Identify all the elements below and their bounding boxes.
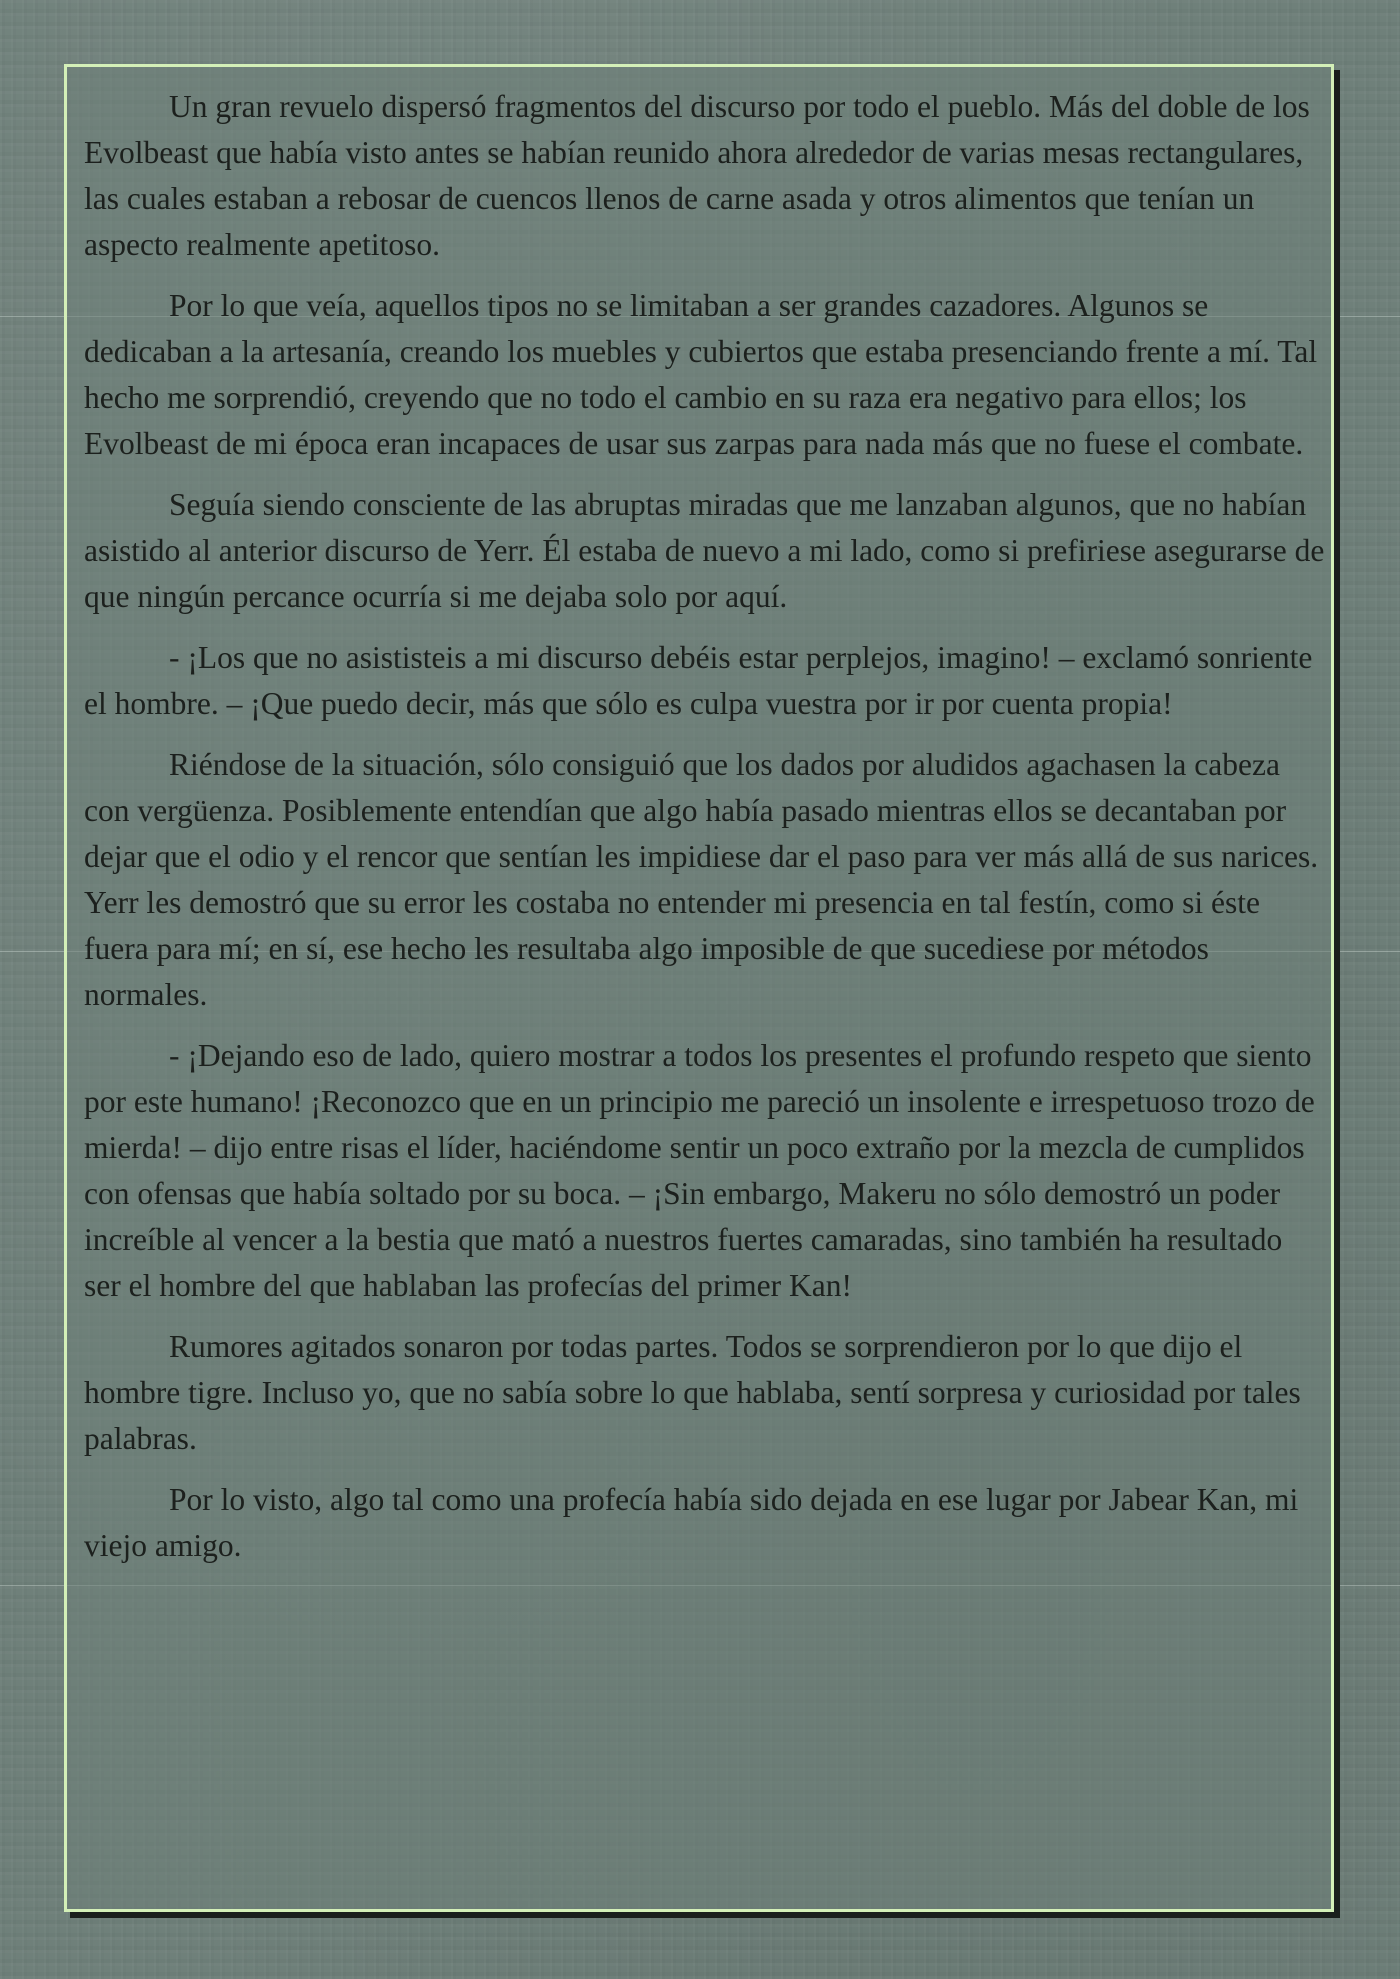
document-body	[84, 84, 1326, 1584]
paragraph: Un gran revuelo dispersó fragmentos del discurso por todo el pueblo. Más del doble de los Evolbeast que había visto antes se habían reunido ahora alrededor de varias mesas rectangulares, las cuales estaban a rebosar de cuencos llenos de carne asada y otros alimentos que tenían un aspecto realmente apetitoso.	[84, 89, 1310, 262]
paragraph: - ¡Dejando eso de lado, quiero mostrar a todos los presentes el profundo respeto que siento por este humano! ¡Reconozco que en un principio me pareció un insolente e irrespetuoso trozo de mierda! – dijo entre risas el líder, haciéndome sentir un poco extraño por la mezcla de cumplidos con ofensas que había soltado por su boca. – ¡Sin embargo, Makeru no sólo demostró un poder increíble al vencer a la bestia que mató a nuestros fuertes camaradas, sino también ha resultado ser el hombre del que hablaban las profecías del primer Kan!	[84, 1038, 1315, 1303]
paragraph: Por lo visto, algo tal como una profecía había sido dejada en ese lugar por Jabear Kan, mi viejo amigo.	[84, 1482, 1299, 1563]
paragraph: Por lo que veía, aquellos tipos no se limitaban a ser grandes cazadores. Algunos se dedicaban a la artesanía, creando los muebles y cubiertos que estaba presenciando frente a mí. Tal hecho me sorprendió, creyendo que no todo el cambio en su raza era negativo para ellos; los Evolbeast de mi época eran incapaces de usar sus zarpas para nada más que no fuese el combate.	[84, 288, 1318, 461]
paragraph: Rumores agitados sonaron por todas partes. Todos se sorprendieron por lo que dijo el hombre tigre. Incluso yo, que no sabía sobre lo que hablaba, sentí sorpresa y curiosidad por tales palabras.	[84, 1329, 1301, 1456]
paragraph: - ¡Los que no asististeis a mi discurso debéis estar perplejos, imagino! – exclamó sonriente el hombre. – ¡Que puedo decir, más que sólo es culpa vuestra por ir por cuenta propia!	[84, 640, 1313, 721]
paragraph: Riéndose de la situación, sólo consiguió que los dados por aludidos agachasen la cabeza con vergüenza. Posiblemente entendían que algo había pasado mientras ellos se decantaban por dejar que el odio y el rencor que sentían les impidiese dar el paso para ver más allá de sus narices. Yerr les demostró que su error les costaba no entender mi presencia en tal festín, como si éste fuera para mí; en sí, ese hecho les resultaba algo imposible de que sucediese por métodos normales.	[84, 747, 1319, 1012]
paragraph: Seguía siendo consciente de las abruptas miradas que me lanzaban algunos, que no habían asistido al anterior discurso de Yerr. Él estaba de nuevo a mi lado, como si prefiriese asegurarse de que ningún percance ocurría si me dejaba solo por aquí.	[84, 487, 1325, 614]
